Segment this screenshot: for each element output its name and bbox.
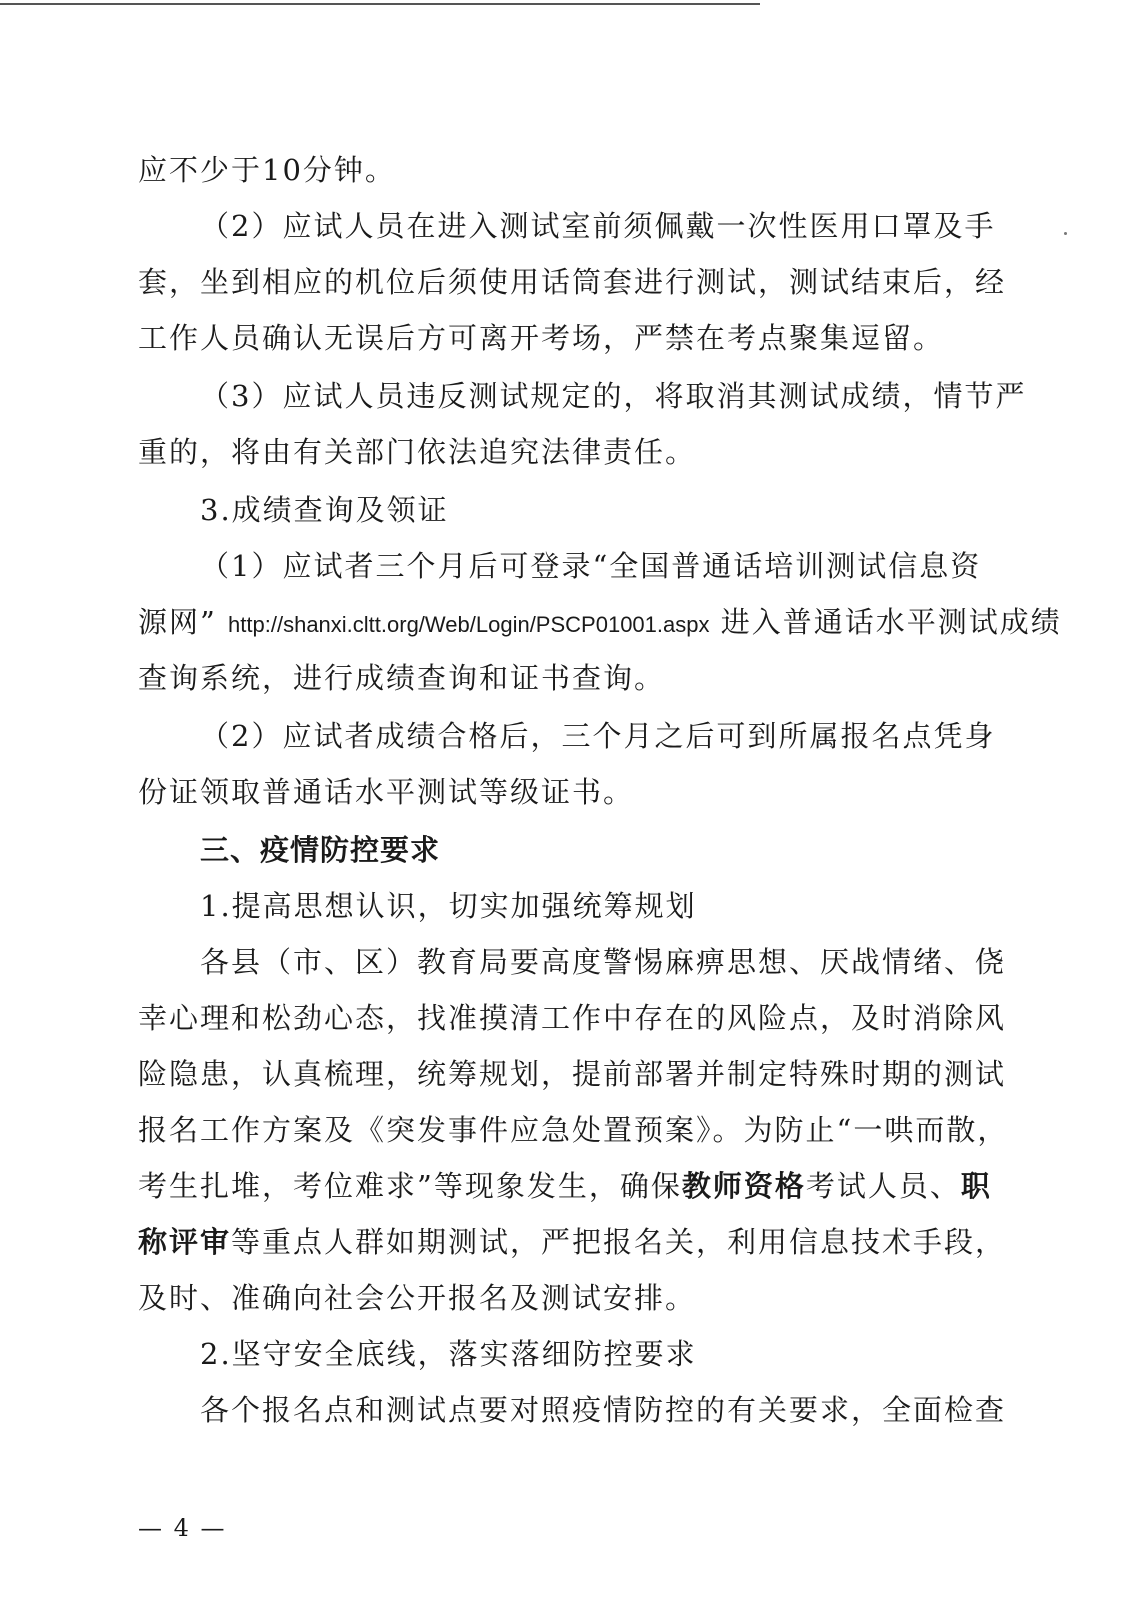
paragraph-line: 各个报名点和测试点要对照疫情防控的有关要求，全面检查 [200,1393,1007,1427]
section-subheading: 1.提高思想认识，切实加强统筹规划 [200,889,697,923]
paragraph-line-with-bold [138,1222,1007,1262]
text-run: 等重点人群如期测试，严把报名关，利用信息技术手段， [231,1225,1007,1259]
paragraph-line: 幸心理和松劲心态，找准摸清工作中存在的风险点，及时消除风 [138,1001,1007,1035]
paragraph-line: 应不少于10分钟。 [138,153,396,187]
url-line [138,602,1062,642]
paragraph-line: 工作人员确认无误后方可离开考场，严禁在考点聚集逗留。 [138,321,945,355]
paragraph-line: 报名工作方案及《突发事件应急处置预案》。为防止“一哄而散， [138,1113,1009,1147]
paragraph-line: 份证领取普通话水平测试等级证书。 [138,775,635,809]
url-line-after: 进入普通话水平测试成绩 [720,605,1062,639]
section-heading: 三、疫情防控要求 [200,833,441,867]
paragraph-line: （3）应试人员违反测试规定的，将取消其测试成绩，情节严 [200,379,1027,413]
paragraph-line: （1）应试者三个月后可登录“全国普通话培训测试信息资 [200,549,982,583]
text-run: 考试人员、 [805,1169,961,1203]
page-number: — 4 — [138,1514,227,1542]
bold-term-title-start: 职 [960,1169,992,1203]
paragraph-line-with-bold [138,1166,992,1206]
url-line-before: 源网” [138,605,217,639]
paragraph-line: 及时、准确向社会公开报名及测试安排。 [138,1281,697,1315]
paragraph-line: （2）应试人员在进入测试室前须佩戴一次性医用口罩及手 [200,209,996,243]
paragraph-line: 险隐患，认真梳理，统筹规划，提前部署并制定特殊时期的测试 [138,1057,1007,1091]
paragraph-line: 查询系统，进行成绩查询和证书查询。 [138,661,666,695]
score-query-url: http://shanxi.cltt.org/Web/Login/PSCP01001.aspx [228,612,710,637]
section-subheading: 3.成绩查询及领证 [200,493,449,527]
bold-term-title-review: 称评审 [138,1225,232,1259]
section-subheading: 2.坚守安全底线，落实落细防控要求 [200,1337,697,1371]
text-run: 考生扎堆，考位难求”等现象发生，确保 [138,1169,682,1203]
scan-speck [1064,232,1067,235]
paragraph-line: 套，坐到相应的机位后须使用话筒套进行测试，测试结束后，经 [138,265,1007,299]
paragraph-line: 各县（市、区）教育局要高度警惕麻痹思想、厌战情绪、侥 [200,945,1007,979]
paragraph-line: 重的，将由有关部门依法追究法律责任。 [138,435,697,469]
paragraph-line: （2）应试者成绩合格后，三个月之后可到所属报名点凭身 [200,719,996,753]
bold-term-teacher-qualification: 教师资格 [681,1169,806,1203]
scan-top-edge [0,3,760,5]
